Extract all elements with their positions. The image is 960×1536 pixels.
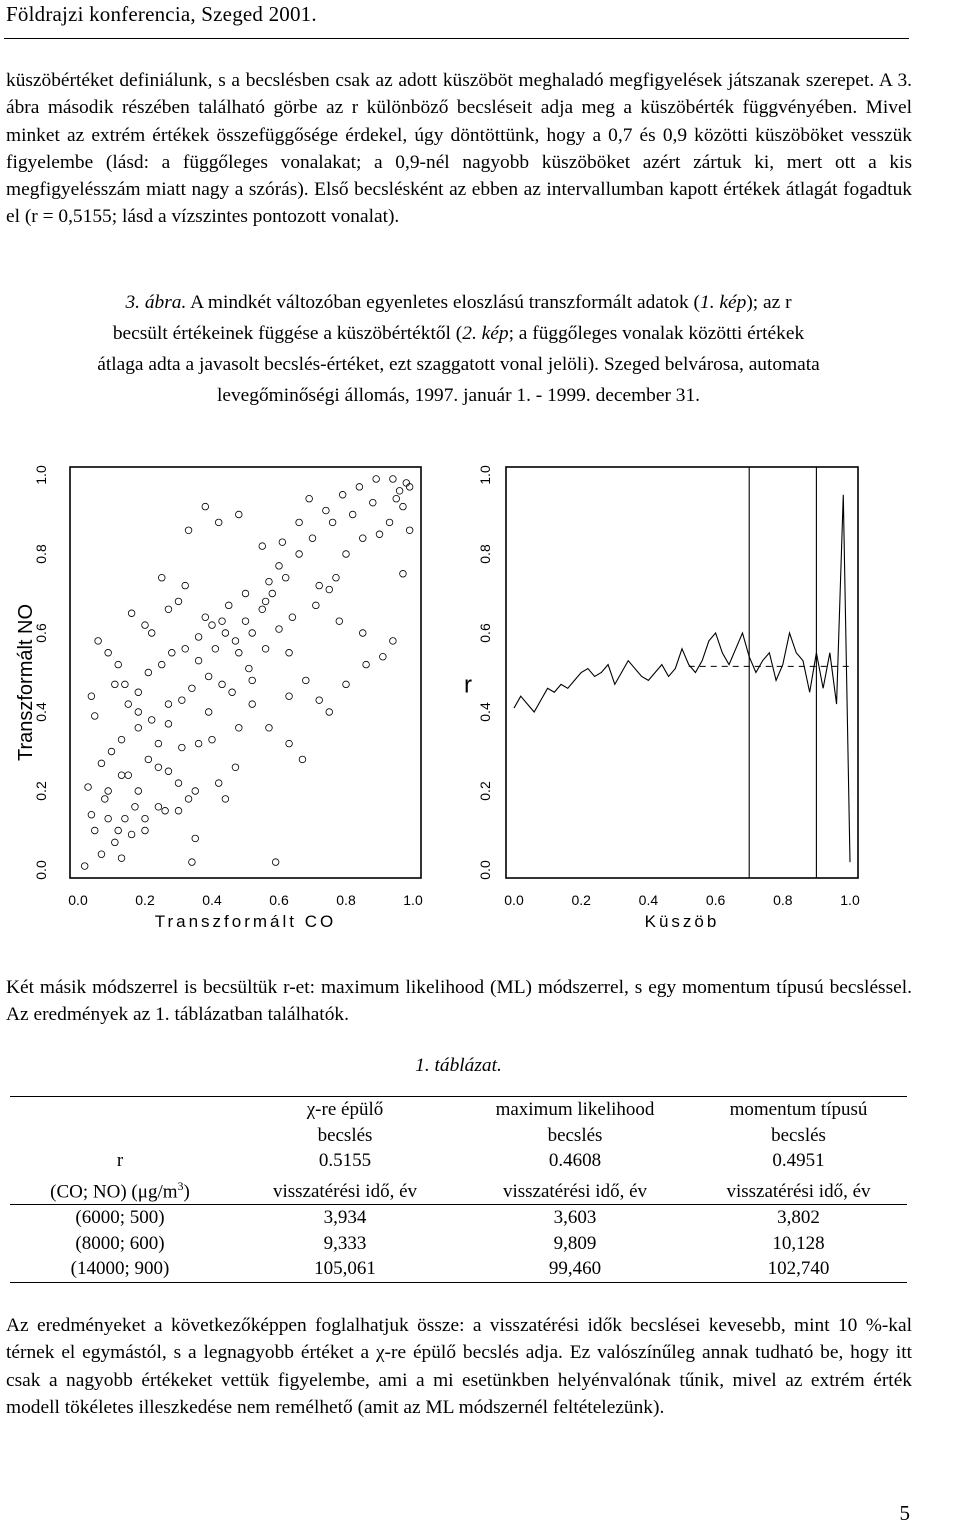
scatter-point bbox=[390, 476, 397, 483]
conclusion-text-a: Az eredményeket a következőképpen foglalhatjuk össze: a visszatérési idők becslései kevesebb, mint 10 %-kal térnek el egymástól, s a legnagyobb értéket a bbox=[6, 1315, 912, 1364]
scatter-point bbox=[343, 551, 350, 558]
scatter-point bbox=[192, 835, 199, 842]
scatter-point bbox=[148, 630, 155, 637]
threshold-line-plot bbox=[460, 425, 940, 945]
caption-text-1: A mindkét változóban egyenletes eloszlású transzformált adatok ( bbox=[186, 292, 701, 313]
scatter-point bbox=[182, 582, 189, 589]
caption-line-1 bbox=[0, 287, 917, 318]
scatter-point bbox=[112, 681, 119, 688]
scatter-point bbox=[215, 519, 222, 526]
scatter-point bbox=[336, 618, 343, 625]
table-cell: 9,333 bbox=[323, 1232, 367, 1254]
scatter-point bbox=[165, 768, 172, 775]
scatter-point bbox=[179, 697, 186, 704]
table-unit-row bbox=[10, 1174, 907, 1205]
table-cell: 3,603 bbox=[553, 1207, 597, 1229]
x-tick-label: 0.2 bbox=[135, 892, 155, 908]
scatter-point bbox=[219, 681, 226, 688]
scatter-point bbox=[386, 519, 393, 526]
scatter-point bbox=[356, 484, 363, 491]
x-tick-label: 0.4 bbox=[638, 892, 659, 908]
scatter-point bbox=[326, 709, 333, 716]
scatter-point bbox=[326, 586, 333, 593]
scatter-point bbox=[232, 764, 239, 771]
scatter-plot bbox=[0, 425, 460, 945]
scatter-point bbox=[393, 495, 400, 502]
scatter-point bbox=[266, 725, 273, 732]
y-tick-label: 0.0 bbox=[33, 860, 49, 880]
scatter-point bbox=[225, 602, 232, 609]
y-tick-label: 1.0 bbox=[33, 465, 49, 485]
scatter-point bbox=[406, 484, 413, 491]
scatter-point bbox=[122, 815, 129, 822]
scatter-point bbox=[222, 796, 229, 803]
scatter-point bbox=[286, 693, 293, 700]
scatter-point bbox=[209, 622, 216, 629]
scatter-point bbox=[95, 638, 102, 645]
scatter-point bbox=[189, 859, 196, 866]
scatter-point bbox=[175, 598, 182, 605]
results-table bbox=[10, 1096, 907, 1283]
scatter-point bbox=[236, 725, 243, 732]
scatter-point bbox=[88, 693, 95, 700]
scatter-point bbox=[202, 614, 209, 621]
header-rule bbox=[4, 38, 909, 39]
scatter-point bbox=[148, 717, 155, 724]
scatter-point bbox=[142, 815, 149, 822]
running-title: Földrajzi konferencia, Szeged 2001. bbox=[6, 2, 317, 26]
scatter-point bbox=[128, 831, 135, 838]
paragraph-intro: küszöbértéket definiálunk, s a becslésben csak az adott küszöböt meghaladó megfigyelések játszanak szerepet. A 3. ábra második részében található görbe az r különböző becsléseit adja meg a küszöbérték függvényében. Mivel minket az extrém értékek összefüggősége érdekel, úgy döntöttünk, hogy a 0,7 és 0,9 közötti küszöböket vesszük figyelembe (lásd: a függőleges vonalakat; a 0,9-nél nagyobb küszöböket azért zártuk ki, mert ott a kis megfigyelésszám miatt nagy a szórás). Első becslésként az ebben az intervallumban kapott értékek átlagát fogadtuk el (r = 0,5155; lásd a vízszintes pontozott vonalat). bbox=[6, 70, 912, 228]
x-tick-label: 0.0 bbox=[504, 892, 524, 908]
table-cell: 0.5155 bbox=[318, 1150, 372, 1171]
caption-text-2: becsült értékeinek függése a küszöbértéktől ( bbox=[112, 323, 463, 344]
scatter-point bbox=[88, 811, 95, 818]
chi-symbol: χ bbox=[375, 1342, 385, 1364]
scatter-point bbox=[323, 507, 330, 514]
scatter-point bbox=[145, 756, 152, 763]
scatter-point bbox=[125, 772, 132, 779]
table-row bbox=[10, 1231, 907, 1257]
scatter-point bbox=[289, 614, 296, 621]
x-tick-label: 0.6 bbox=[705, 892, 726, 908]
caption-kep-1: 1. kép bbox=[700, 292, 747, 313]
table-title: 1. táblázat. bbox=[415, 1055, 502, 1076]
scatter-point bbox=[81, 863, 88, 870]
scatter-point bbox=[115, 827, 122, 834]
table-cell: 3,934 bbox=[323, 1207, 367, 1229]
scatter-point bbox=[118, 855, 125, 862]
scatter-point bbox=[249, 677, 256, 684]
scatter-point bbox=[262, 598, 269, 605]
scatter-point bbox=[299, 756, 306, 763]
y-tick-label: 1.0 bbox=[477, 465, 493, 485]
scatter-point bbox=[105, 788, 112, 795]
x-axis-label: Transzformált CO bbox=[154, 912, 337, 931]
scatter-point bbox=[309, 535, 316, 542]
scatter-point bbox=[313, 602, 320, 609]
scatter-point bbox=[128, 610, 135, 617]
y-tick-label: 0.2 bbox=[477, 781, 493, 801]
paragraph-methods: Két másik módszerrel is becsültük r-et: maximum likelihood (ML) módszerrel, s egy momentum típusú becsléssel. Az eredmények az 1. táblázatban találhatók. bbox=[6, 977, 912, 1026]
y-tick-label: 0.4 bbox=[477, 702, 493, 722]
y-tick-label: 0.8 bbox=[477, 544, 493, 564]
scatter-point bbox=[195, 740, 202, 747]
table-row bbox=[10, 1205, 907, 1231]
y-tick-label: 0.2 bbox=[33, 781, 49, 801]
table-cell: 9,809 bbox=[553, 1232, 597, 1254]
scatter-point bbox=[209, 736, 216, 743]
scatter-point bbox=[380, 653, 387, 660]
unit-label: (CO; NO) (μg/m bbox=[50, 1180, 178, 1202]
table-subheader-cell: visszatérési idő, év bbox=[230, 1174, 460, 1205]
scatter-point bbox=[286, 740, 293, 747]
r-estimate-line bbox=[514, 495, 850, 862]
scatter-point bbox=[249, 630, 256, 637]
scatter-point bbox=[91, 713, 98, 720]
scatter-point bbox=[135, 689, 142, 696]
scatter-point bbox=[266, 578, 273, 585]
scatter-point bbox=[145, 669, 152, 676]
table-header-row-2 bbox=[10, 1123, 907, 1149]
table-header-row-1 bbox=[10, 1097, 907, 1123]
x-tick-label: 0.8 bbox=[336, 892, 356, 908]
figure-caption bbox=[0, 287, 917, 411]
scatter-point bbox=[175, 807, 182, 814]
scatter-point bbox=[112, 839, 119, 846]
table-subheader-cell: visszatérési idő, év bbox=[460, 1174, 690, 1205]
unit-sup: 3 bbox=[177, 1178, 184, 1193]
scatter-point bbox=[276, 626, 283, 633]
scatter-point bbox=[108, 748, 115, 755]
scatter-point bbox=[179, 744, 186, 751]
conclusion-text-b: -re épülő becslés adja. Ez valószínűleg annak tudható be, hogy itt csak a nagyobb értékeket vettük figyelembe, ami a mi esetünkben helyénvalónak tűnik, mivel az extrém érték modell tökéletes illeszkedése nem remélhető (amit az ML módszernél feltételezünk). bbox=[6, 1342, 912, 1418]
scatter-point bbox=[269, 590, 276, 597]
table-cell: 105,061 bbox=[230, 1256, 460, 1282]
scatter-point bbox=[105, 815, 112, 822]
scatter-point bbox=[165, 701, 172, 708]
scatter-point bbox=[373, 476, 380, 483]
scatter-point bbox=[259, 606, 266, 613]
scatter-point bbox=[232, 638, 239, 645]
scatter-point bbox=[142, 827, 149, 834]
scatter-point bbox=[403, 480, 410, 487]
scatter-point bbox=[333, 574, 340, 581]
scatter-point bbox=[246, 665, 253, 672]
scatter-point bbox=[229, 689, 236, 696]
table-header-cell: maximum likelihood bbox=[460, 1097, 690, 1123]
scatter-point bbox=[376, 531, 383, 538]
caption-label: 3. ábra. bbox=[125, 292, 187, 313]
scatter-point bbox=[339, 491, 346, 498]
scatter-point bbox=[406, 527, 413, 534]
figure-3 bbox=[0, 425, 960, 945]
table-subheader-cell: visszatérési idő, év bbox=[690, 1174, 907, 1205]
scatter-point bbox=[85, 784, 92, 791]
scatter-point bbox=[115, 661, 122, 668]
caption-line-3: átlaga adta a javasolt becslés-értéket, ezt szaggatott vonal jelöli). Szeged belvárosa, automata bbox=[97, 354, 820, 375]
scatter-point bbox=[303, 677, 310, 684]
scatter-point bbox=[359, 630, 366, 637]
scatter-point bbox=[105, 649, 112, 656]
scatter-point bbox=[359, 535, 366, 542]
scatter-point bbox=[165, 606, 172, 613]
scatter-point bbox=[98, 760, 105, 767]
table-header-cell: becslés bbox=[317, 1124, 373, 1146]
scatter-point bbox=[400, 503, 407, 510]
scatter-point bbox=[316, 697, 323, 704]
x-axis-label: Küszöb bbox=[644, 912, 720, 931]
scatter-point bbox=[400, 570, 407, 577]
y-tick-label: 0.0 bbox=[477, 860, 493, 880]
scatter-point bbox=[135, 788, 142, 795]
x-tick-label: 1.0 bbox=[840, 892, 860, 908]
scatter-point bbox=[162, 807, 169, 814]
table-cell: 0.4608 bbox=[548, 1150, 602, 1171]
scatter-point bbox=[215, 780, 222, 787]
scatter-point bbox=[98, 851, 105, 858]
scatter-point bbox=[219, 618, 226, 625]
y-axis-label: Transzformált NO bbox=[15, 603, 37, 762]
x-tick-label: 0.4 bbox=[202, 892, 222, 908]
table-cell: 3,802 bbox=[777, 1207, 820, 1229]
y-tick-label: 0.8 bbox=[33, 544, 49, 564]
scatter-point bbox=[102, 796, 109, 803]
table-cell: (8000; 600) bbox=[75, 1232, 165, 1254]
scatter-point bbox=[370, 499, 377, 506]
table-cell: (6000; 500) bbox=[75, 1207, 165, 1229]
y-tick-label: 0.6 bbox=[477, 623, 493, 643]
scatter-point bbox=[236, 511, 243, 518]
scatter-point bbox=[249, 701, 256, 708]
scatter-point bbox=[135, 709, 142, 716]
y-tick-label: 0.4 bbox=[33, 702, 49, 722]
scatter-point bbox=[195, 657, 202, 664]
scatter-point bbox=[155, 804, 162, 811]
scatter-point bbox=[185, 527, 192, 534]
scatter-point bbox=[118, 736, 125, 743]
table-header-cell: momentum típusú bbox=[690, 1097, 907, 1123]
scatter-point bbox=[205, 709, 212, 716]
scatter-point bbox=[363, 661, 370, 668]
table-cell: 0.4951 bbox=[772, 1150, 825, 1171]
unit-tail: ) bbox=[183, 1180, 190, 1202]
scatter-point bbox=[259, 543, 266, 550]
scatter-point bbox=[329, 519, 336, 526]
scatter-point bbox=[182, 646, 189, 653]
scatter-point bbox=[236, 649, 243, 656]
x-tick-label: 1.0 bbox=[403, 892, 423, 908]
scatter-point bbox=[192, 788, 199, 795]
scatter-point bbox=[132, 804, 139, 811]
scatter-point bbox=[195, 634, 202, 641]
table-header-cell bbox=[10, 1123, 230, 1149]
caption-line-2 bbox=[0, 318, 917, 349]
table-cell: r bbox=[116, 1150, 124, 1171]
caption-tail-2: ; a függőleges vonalak közötti értékek bbox=[508, 323, 805, 344]
caption-kep-2: 2. kép bbox=[462, 323, 509, 344]
scatter-point bbox=[212, 646, 219, 653]
scatter-point bbox=[262, 646, 269, 653]
y-axis-label: r bbox=[464, 671, 472, 699]
table-row bbox=[10, 1256, 907, 1282]
x-tick-label: 0.2 bbox=[571, 892, 591, 908]
scatter-point bbox=[242, 590, 249, 597]
scatter-point bbox=[296, 551, 303, 558]
scatter-point bbox=[296, 519, 303, 526]
scatter-point bbox=[118, 772, 125, 779]
scatter-point bbox=[122, 681, 129, 688]
scatter-point bbox=[175, 780, 182, 787]
table-cell: 102,740 bbox=[690, 1256, 907, 1282]
scatter-point bbox=[276, 563, 283, 570]
scatter-point bbox=[185, 796, 192, 803]
table-header-cell bbox=[10, 1097, 230, 1123]
scatter-point bbox=[202, 503, 209, 510]
table-header-cell: becslés bbox=[771, 1124, 826, 1146]
scatter-point bbox=[279, 539, 286, 546]
caption-line-4: levegőminőségi állomás, 1997. január 1. - 1999. december 31. bbox=[216, 385, 701, 406]
table-unit-cell bbox=[10, 1174, 230, 1205]
scatter-point bbox=[222, 630, 229, 637]
scatter-point bbox=[165, 721, 172, 728]
scatter-point bbox=[390, 638, 397, 645]
scatter-point bbox=[242, 618, 249, 625]
scatter-point bbox=[169, 649, 176, 656]
scatter-point bbox=[396, 488, 403, 495]
scatter-point bbox=[142, 622, 149, 629]
scatter-point bbox=[282, 574, 289, 581]
scatter-point bbox=[158, 661, 165, 668]
page-number: 5 bbox=[899, 1501, 910, 1525]
table-header-cell: becslés bbox=[547, 1124, 603, 1146]
y-tick-label: 0.6 bbox=[33, 623, 49, 643]
scatter-point bbox=[125, 701, 132, 708]
x-tick-label: 0.6 bbox=[269, 892, 289, 908]
scatter-point bbox=[158, 574, 165, 581]
table-r-row bbox=[10, 1148, 907, 1174]
scatter-point bbox=[306, 495, 313, 502]
scatter-point bbox=[205, 673, 212, 680]
scatter-point bbox=[155, 764, 162, 771]
table-cell: 99,460 bbox=[460, 1256, 690, 1282]
scatter-point bbox=[189, 685, 196, 692]
caption-tail-1: ); az r bbox=[746, 292, 792, 313]
scatter-point bbox=[286, 649, 293, 656]
x-tick-label: 0.8 bbox=[773, 892, 793, 908]
table-cell: 10,128 bbox=[772, 1232, 825, 1254]
scatter-point bbox=[135, 725, 142, 732]
x-tick-label: 0.0 bbox=[68, 892, 88, 908]
scatter-point bbox=[272, 859, 279, 866]
table-header-cell: χ-re épülő bbox=[230, 1097, 460, 1123]
paragraph-conclusion bbox=[6, 1312, 912, 1421]
scatter-point bbox=[316, 582, 323, 589]
scatter-point bbox=[155, 740, 162, 747]
scatter-point bbox=[349, 511, 356, 518]
scatter-point bbox=[91, 827, 98, 834]
table-cell: (14000; 900) bbox=[10, 1256, 230, 1282]
scatter-point bbox=[343, 681, 350, 688]
